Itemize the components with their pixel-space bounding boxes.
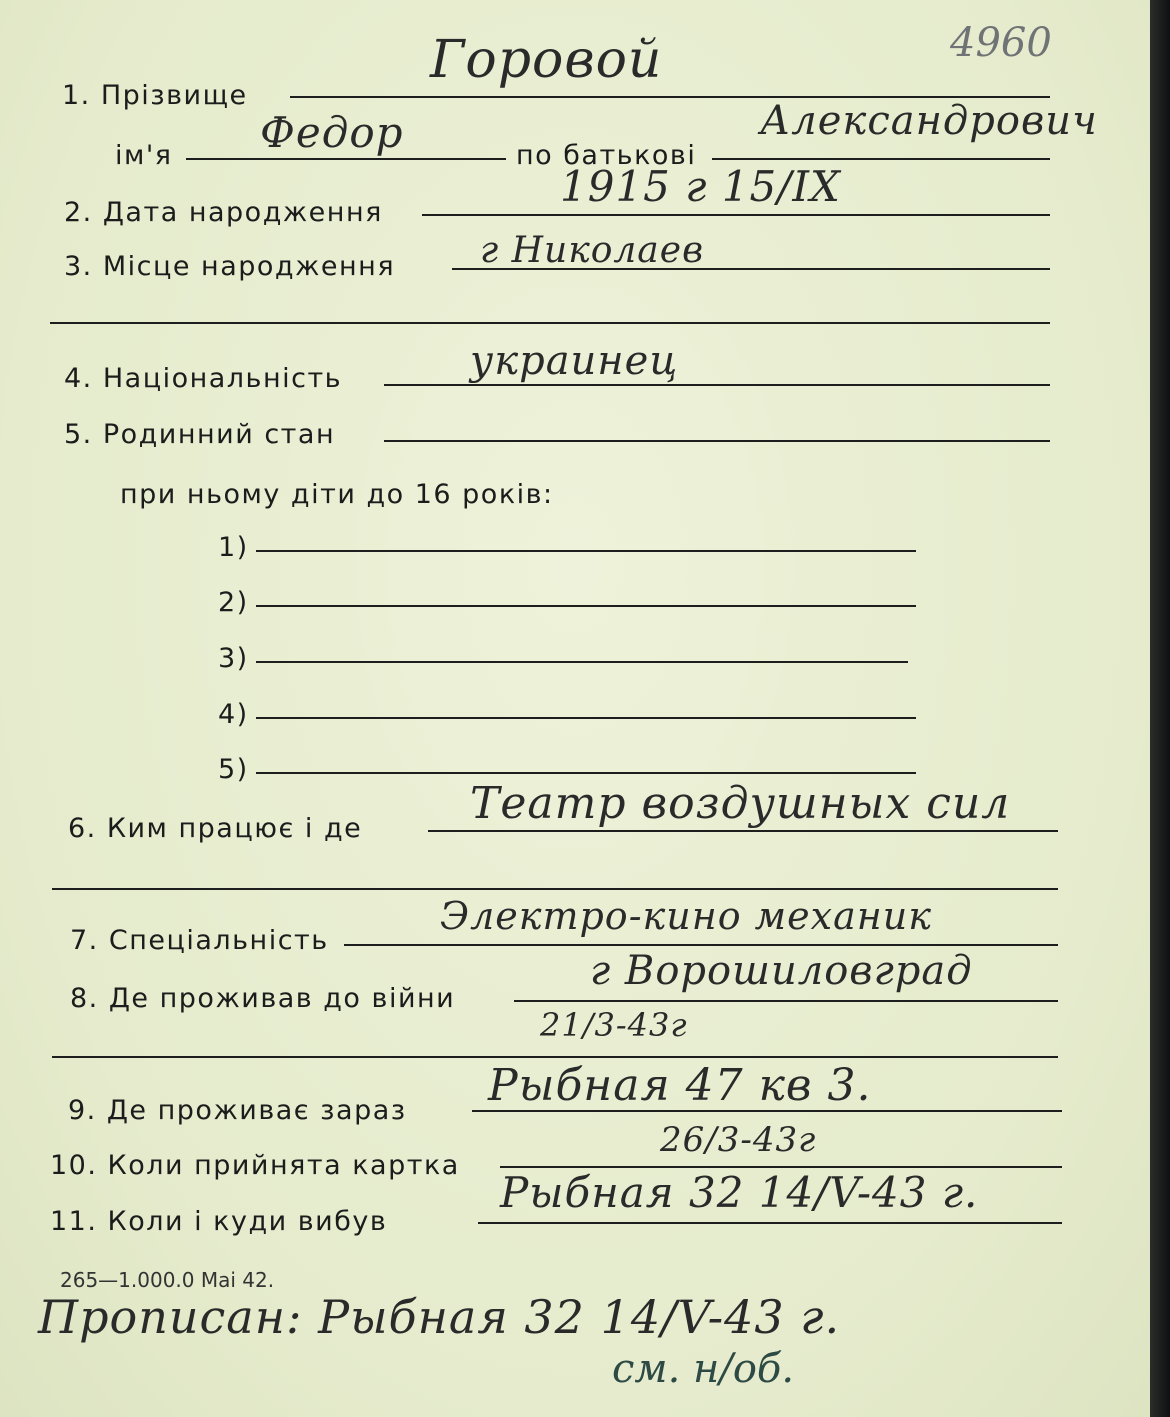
prewar-residence-value: г Ворошиловград <box>590 948 973 994</box>
workplace-label: 6. Ким працює і де <box>68 813 363 844</box>
birth-date-label: 2. Дата народження <box>64 197 383 228</box>
prewar-residence-extra: 21/3-43г <box>540 1006 688 1044</box>
specialty-value: Электро-кино механик <box>440 894 932 938</box>
child-4-line <box>256 717 916 719</box>
child-5-line <box>256 772 916 774</box>
reverse-note-stamp: см. н/об. <box>612 1346 795 1392</box>
card-edge-shadow <box>1150 0 1170 1417</box>
current-residence-label: 9. Де проживає зараз <box>68 1095 407 1126</box>
child-2-label: 2) <box>218 587 249 618</box>
departure-value: Рыбная 32 14/V-43 г. <box>500 1168 979 1217</box>
children-heading: при ньому діти до 16 років: <box>120 479 554 510</box>
child-3-label: 3) <box>218 643 249 674</box>
departure-line <box>478 1222 1062 1224</box>
prewar-residence-label: 8. Де проживав до війни <box>70 983 456 1014</box>
prewar-residence-line-2 <box>52 1056 1058 1058</box>
child-5-label: 5) <box>218 754 249 785</box>
card-number: 4960 <box>950 20 1052 66</box>
specialty-line <box>344 944 1058 946</box>
registration-footnote: Прописан: Рыбная 32 14/V-43 г. <box>38 1290 841 1344</box>
birth-place-label: 3. Місце народження <box>64 251 396 282</box>
nationality-value: украинец <box>470 338 679 384</box>
birth-place-value: г Николаев <box>480 230 705 271</box>
current-residence-value: Рыбная 47 кв 3. <box>488 1060 872 1111</box>
child-1-line <box>256 550 916 552</box>
surname-label: 1. Прізвище <box>62 80 248 111</box>
nationality-label: 4. Національність <box>64 363 343 394</box>
marital-status-label: 5. Родинний стан <box>64 419 336 450</box>
birth-place-line-2 <box>50 322 1050 324</box>
departure-label: 11. Коли і куди вибув <box>50 1206 388 1237</box>
workplace-line <box>428 830 1058 832</box>
workplace-value: Театр воздушных сил <box>470 778 1011 829</box>
patronymic-value: Александрович <box>760 98 1098 144</box>
first-name-line <box>186 158 506 160</box>
card-accepted-label: 10. Коли прийнята картка <box>50 1150 460 1181</box>
patronymic-label: по батькові <box>516 140 697 171</box>
first-name-value: Федор <box>260 108 404 157</box>
card-accepted-value: 26/3-43г <box>660 1120 817 1160</box>
child-4-label: 4) <box>218 699 249 730</box>
marital-status-line <box>384 440 1050 442</box>
patronymic-line <box>712 158 1050 160</box>
nationality-line <box>384 384 1050 386</box>
birth-date-value: 1915 г 15/IX <box>560 162 841 211</box>
surname-value: Горовой <box>430 30 663 90</box>
workplace-line-2 <box>52 888 1058 890</box>
child-2-line <box>256 605 916 607</box>
print-info: 265—1.000.0 Mai 42. <box>60 1268 275 1292</box>
child-1-label: 1) <box>218 532 249 563</box>
birth-date-line <box>422 214 1050 216</box>
child-3-line <box>256 661 908 663</box>
first-name-label: ім'я <box>115 140 173 171</box>
specialty-label: 7. Спеціальність <box>70 925 329 956</box>
prewar-residence-line <box>514 1000 1058 1002</box>
